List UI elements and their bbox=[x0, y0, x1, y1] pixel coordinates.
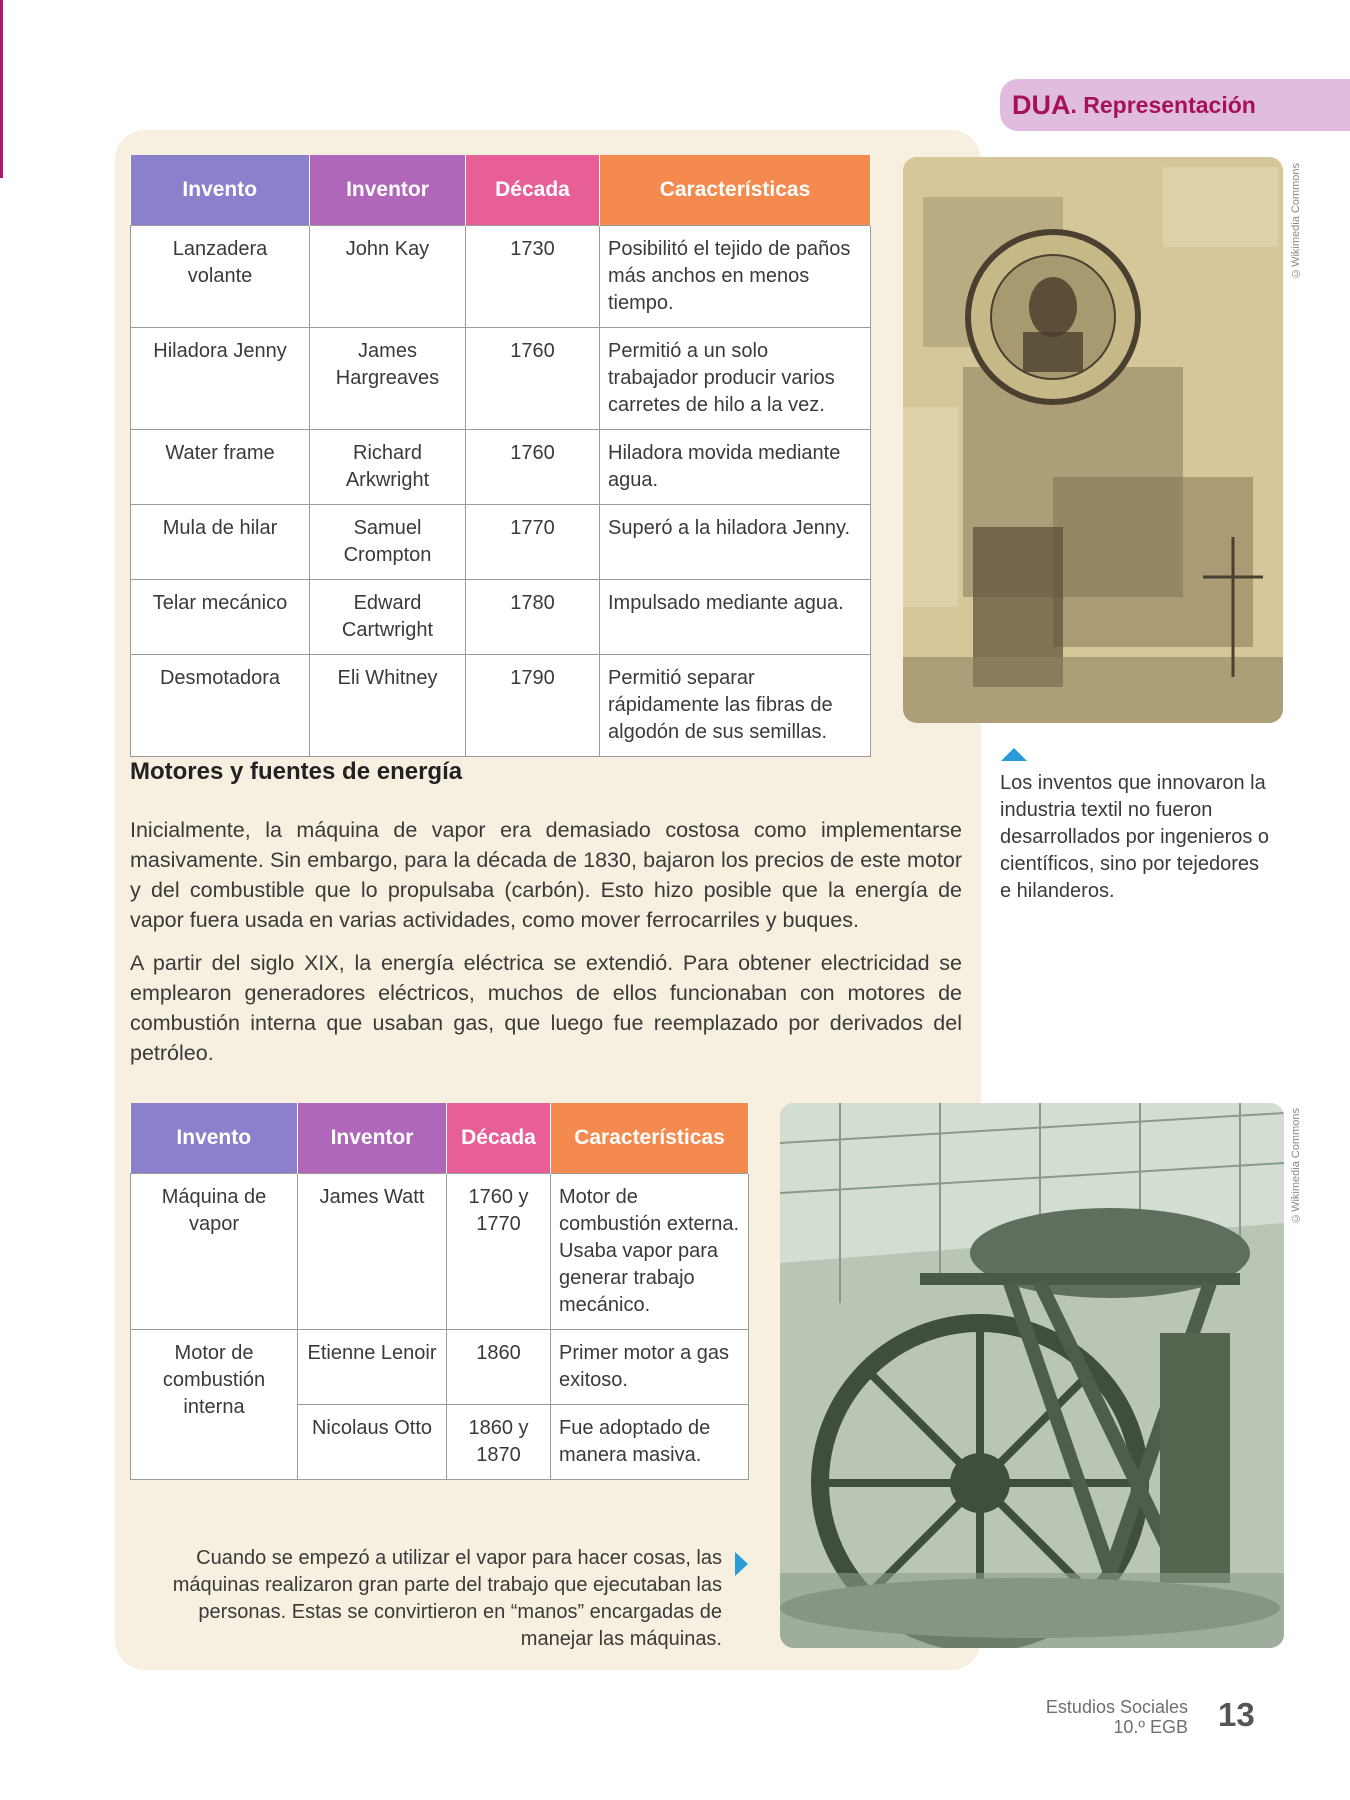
table-row bbox=[131, 1329, 749, 1404]
caption-pointer-icon bbox=[735, 1552, 748, 1576]
engines-table bbox=[130, 1103, 749, 1480]
cell-caracteristicas: Permitió a un solo trabajador producir varios carretes de hilo a la vez. bbox=[600, 327, 871, 429]
book-subject: Estudios Sociales bbox=[1045, 1697, 1188, 1717]
dua-label: DUA bbox=[1012, 89, 1071, 120]
cell-invento: Máquina de vapor bbox=[131, 1173, 298, 1329]
dua-representation-tab bbox=[1000, 79, 1350, 131]
cell-invento: Water frame bbox=[131, 429, 310, 504]
footer-book-title bbox=[980, 1697, 1188, 1737]
cell-decada: 1790 bbox=[466, 654, 600, 756]
cell-caracteristicas: Superó a la hiladora Jenny. bbox=[600, 504, 871, 579]
engine-illustration bbox=[780, 1103, 1284, 1648]
margin-rule bbox=[0, 0, 3, 178]
page-number: 13 bbox=[1218, 1696, 1255, 1733]
cell-caracteristicas: Fue adoptado de manera masiva. bbox=[551, 1404, 749, 1479]
table-header-row bbox=[131, 155, 871, 225]
table-row bbox=[131, 327, 871, 429]
header-invento: Invento bbox=[131, 1103, 298, 1173]
cell-caracteristicas: Primer motor a gas exitoso. bbox=[551, 1329, 749, 1404]
cell-inventor: Eli Whitney bbox=[310, 654, 466, 756]
steam-engine-image bbox=[780, 1103, 1284, 1648]
cell-inventor: James Hargreaves bbox=[310, 327, 466, 429]
book-grade: 10.º EGB bbox=[1113, 1717, 1188, 1737]
table-row bbox=[131, 504, 871, 579]
cotton-engraving-image bbox=[903, 157, 1283, 723]
section-heading: Motores y fuentes de energía bbox=[130, 758, 463, 785]
cell-invento: Mula de hilar bbox=[131, 504, 310, 579]
image-credit: ©Wikimedia Commons bbox=[1290, 1108, 1302, 1224]
header-inventor: Inventor bbox=[298, 1103, 447, 1173]
dua-representation-label: . Representación bbox=[1070, 91, 1256, 118]
cell-decada: 1760 bbox=[466, 327, 600, 429]
cell-inventor: Samuel Crompton bbox=[310, 504, 466, 579]
table-row bbox=[131, 225, 871, 327]
paragraph: A partir del siglo XIX, la energía eléctrica se extendió. Para obtener electricidad se emplearon generadores eléctricos, muchos de ellos funcionaban con motores de combustión interna que usaban gas, que luego fue reemplazado por derivados del petróleo. bbox=[130, 951, 962, 1065]
cell-caracteristicas: Hiladora movida mediante agua. bbox=[600, 429, 871, 504]
cell-caracteristicas: Motor de combustión externa. Usaba vapor para generar trabajo mecánico. bbox=[551, 1173, 749, 1329]
cell-decada: 1780 bbox=[466, 579, 600, 654]
cell-invento: Motor de combustión interna bbox=[131, 1329, 298, 1479]
image-credit: ©Wikimedia Commons bbox=[1290, 163, 1302, 279]
cell-decada: 1760 bbox=[466, 429, 600, 504]
caption-pointer-icon bbox=[1001, 748, 1027, 761]
engraving-illustration bbox=[903, 157, 1283, 723]
header-inventor: Inventor bbox=[310, 155, 466, 225]
steam-caption: Cuando se empezó a utilizar el vapor para hacer cosas, las máquinas realizaron gran parte del trabajo que ejecutaban las personas. Estas se convirtieron en “manos” encargadas de manejar las máquinas. bbox=[172, 1547, 722, 1650]
table-row bbox=[131, 429, 871, 504]
cell-inventor: James Watt bbox=[298, 1173, 447, 1329]
cell-decada: 1860 bbox=[447, 1329, 551, 1404]
cell-inventor: Etienne Lenoir bbox=[298, 1329, 447, 1404]
cell-caracteristicas: Impulsado mediante agua. bbox=[600, 579, 871, 654]
cell-inventor: Richard Arkwright bbox=[310, 429, 466, 504]
cell-invento: Telar mecánico bbox=[131, 579, 310, 654]
table-row bbox=[131, 1173, 749, 1329]
header-caracteristicas: Características bbox=[600, 155, 871, 225]
textile-caption: Los inventos que innovaron la industria textil no fueron desarrollados por ingenieros o científicos, sino por tejedores e hilanderos. bbox=[1000, 772, 1270, 902]
cell-decada: 1860 y 1870 bbox=[447, 1404, 551, 1479]
header-decada: Década bbox=[447, 1103, 551, 1173]
paragraph: Inicialmente, la máquina de vapor era demasiado costosa como implementarse masivamente. Sin embargo, para la década de 1830, bajaron los precios de este motor y del combustible que lo propulsaba (carbón). Esto hizo posible que la energía de vapor fuera usada en varias actividades, como mover ferrocarriles y buques. bbox=[130, 818, 962, 932]
table-row bbox=[131, 579, 871, 654]
cell-caracteristicas: Posibilitó el tejido de paños más anchos en menos tiempo. bbox=[600, 225, 871, 327]
header-caracteristicas: Características bbox=[551, 1103, 749, 1173]
cell-invento: Desmotadora bbox=[131, 654, 310, 756]
cell-inventor: Nicolaus Otto bbox=[298, 1404, 447, 1479]
cell-inventor: Edward Cartwright bbox=[310, 579, 466, 654]
cell-inventor: John Kay bbox=[310, 225, 466, 327]
cell-invento: Lanzadera volante bbox=[131, 225, 310, 327]
cell-invento: Hiladora Jenny bbox=[131, 327, 310, 429]
table-header-row bbox=[131, 1103, 749, 1173]
cell-caracteristicas: Permitió separar rápidamente las fibras de algodón de sus semillas. bbox=[600, 654, 871, 756]
table-row bbox=[131, 654, 871, 756]
header-invento: Invento bbox=[131, 155, 310, 225]
cell-decada: 1760 y 1770 bbox=[447, 1173, 551, 1329]
cell-decada: 1770 bbox=[466, 504, 600, 579]
cell-decada: 1730 bbox=[466, 225, 600, 327]
textile-inventions-table bbox=[130, 155, 871, 757]
header-decada: Década bbox=[466, 155, 600, 225]
